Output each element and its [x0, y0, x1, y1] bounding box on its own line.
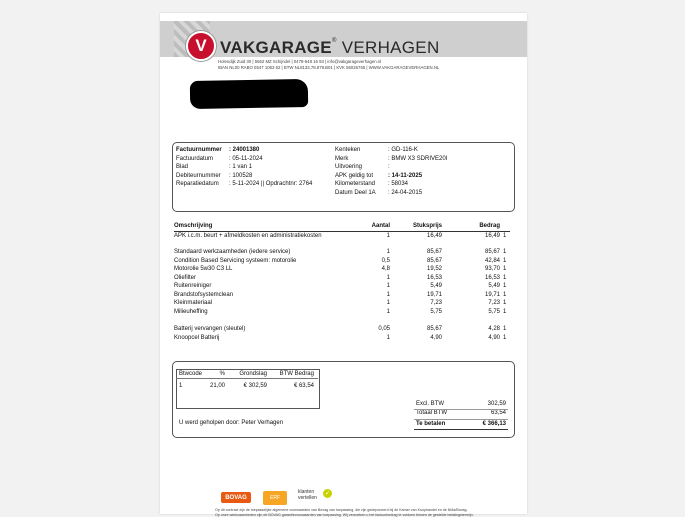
- line-item-vat-code: 1: [503, 292, 507, 298]
- line-item-amount: 5,75: [488, 309, 500, 315]
- erf-logo: ERF: [263, 491, 287, 505]
- footer-text-1: Op dit contract zijn de toepasselijke algemene voorwaarden van Bovag van toepassing, die zijn gedeponeerd bij de Kamer van Koophandel en de NMa/Bovag.: [215, 508, 468, 512]
- total-label: Totaal BTW: [416, 410, 448, 416]
- line-item-description: Milieuheffing: [174, 309, 208, 315]
- vat-value: € 63,54: [293, 383, 314, 389]
- vakgarage-logo-icon: V: [186, 31, 216, 61]
- info-value: : 1 van 1: [229, 164, 253, 171]
- info-label: Debiteurnummer: [176, 172, 221, 179]
- line-item-amount: 93,70: [484, 266, 500, 272]
- line-item-vat-code: 1: [503, 266, 507, 272]
- line-item-description: Brandstofsystemclean: [174, 292, 234, 298]
- totals-divider: [414, 409, 508, 410]
- info-value: : 100528: [229, 172, 253, 179]
- redacted-customer-address: [190, 79, 308, 109]
- line-item-description: Ruitenreiniger: [174, 283, 212, 289]
- line-item-amount: 4,90: [488, 335, 500, 341]
- line-item-vat-code: 1: [503, 300, 507, 306]
- info-label: Blad: [176, 164, 189, 171]
- check-icon: ✓: [324, 491, 331, 497]
- vat-header: BTW Bedrag: [279, 371, 314, 377]
- vat-header: %: [219, 371, 225, 377]
- line-item-amount: 42,84: [484, 258, 500, 264]
- line-item-unit-price: 19,52: [426, 266, 442, 272]
- line-item-unit-price: 19,71: [426, 292, 442, 298]
- line-item-vat-code: 1: [503, 326, 507, 332]
- vehicle-label: Kilometerstand: [335, 181, 376, 188]
- line-item-quantity: 1: [386, 233, 390, 239]
- vat-header: Grondslag: [239, 371, 267, 377]
- vehicle-value: : 58034: [388, 181, 409, 188]
- line-item-quantity: 1: [386, 283, 390, 289]
- line-item-description: Motorolie 5w30 C3 LL: [174, 266, 233, 272]
- vehicle-label: Datum Deel 1A: [335, 190, 376, 196]
- info-value: : 24001380: [229, 147, 260, 153]
- header-divider: [174, 231, 510, 232]
- vehicle-label: Kenteken: [335, 147, 361, 153]
- brand-name: VAKGARAGE® VERHAGEN: [220, 38, 440, 57]
- vehicle-label: Uitvoering: [335, 164, 363, 171]
- line-item-unit-price: 5,75: [430, 309, 442, 315]
- line-item-unit-price: 85,67: [426, 326, 442, 332]
- line-item-vat-code: 1: [503, 233, 507, 239]
- line-item-amount: 16,49: [484, 233, 500, 239]
- invoice-sheet: [160, 13, 527, 517]
- info-label: Reparatiedatum: [176, 181, 219, 188]
- info-label: Factuurdatum: [176, 155, 214, 162]
- total-value: 302,59: [487, 401, 506, 407]
- line-item-amount: 4,28: [488, 326, 500, 332]
- line-item-quantity: 1: [386, 275, 390, 281]
- info-label: Factuurnummer: [176, 147, 222, 153]
- totals-divider: [414, 429, 508, 430]
- vehicle-value: : 24-04-2015: [388, 190, 423, 196]
- line-item-description: Oliefilter: [174, 275, 197, 281]
- line-item-amount: 85,67: [484, 249, 500, 255]
- vehicle-value: : BMW X3 SDRIVE20I: [388, 155, 448, 162]
- header-band: [160, 21, 527, 57]
- line-item-unit-price: 7,23: [430, 300, 442, 306]
- line-item-description: Batterij vervangen (sleutel): [174, 326, 246, 332]
- vat-divider: [176, 378, 318, 379]
- info-value: : 5-11-2024 || Opdrachtnr: 2764: [229, 181, 313, 188]
- line-item-description: Standaard werkzaamheden (iedere service): [174, 249, 291, 255]
- line-item-amount: 19,71: [484, 292, 500, 298]
- address-line-2: IBAN NL00 RABO 0547 1063 62 | BTW NL8133.78.879.B01 | KVK 56026765 | WWW.VAKGARAGEVERHAGEN.NL: [218, 65, 440, 70]
- vehicle-label: APK geldig tot: [335, 172, 374, 179]
- info-value: : 05-11-2024: [229, 155, 263, 162]
- vat-value: € 302,59: [243, 383, 267, 389]
- vehicle-value: : GD-116-K: [388, 147, 418, 153]
- line-item-description: Knoopcel Batterij: [174, 335, 220, 341]
- line-item-unit-price: 5,49: [430, 283, 442, 289]
- footer-text-2: Op onze werkzaamheden zijn de BOVAG garantievoorwaarden van toepassing. Wij verzoeken u het factuurbedrag te voldoen binnen de gestelde betalingstermijn.: [215, 513, 474, 517]
- total-label: Excl. BTW: [416, 401, 444, 407]
- line-item-quantity: 1: [386, 309, 390, 315]
- line-item-quantity: 0,05: [378, 326, 390, 332]
- line-item-description: Kleinmateriaal: [174, 300, 213, 306]
- line-item-amount: 5,49: [488, 283, 500, 289]
- line-item-amount: 16,53: [484, 275, 500, 281]
- line-item-unit-price: 4,90: [430, 335, 442, 341]
- total-label: Te betalen: [416, 421, 446, 427]
- line-item-quantity: 1: [386, 292, 390, 298]
- line-item-quantity: 0,5: [381, 258, 390, 264]
- line-item-vat-code: 1: [503, 309, 507, 315]
- vat-header: Btwcode: [179, 371, 203, 377]
- line-item-quantity: 1: [386, 300, 390, 306]
- bovag-logo: BOVAG: [221, 492, 251, 503]
- line-item-vat-code: 1: [503, 275, 507, 281]
- address-line-1: Holendijk Zuid 30 | 5562 MZ Schijndel | 0478-548 16 93 | info@vakgarageverhagen.nl: [218, 59, 382, 64]
- vehicle-value: :: [388, 164, 390, 171]
- line-item-unit-price: 85,67: [426, 258, 442, 264]
- helped-by-text: U werd geholpen door: Peter Verhagen: [179, 420, 284, 426]
- column-header-amount: Bedrag: [479, 223, 500, 229]
- line-item-vat-code: 1: [503, 249, 507, 255]
- column-header-description: Omschrijving: [174, 223, 213, 229]
- line-item-quantity: 1: [386, 335, 390, 341]
- totals-divider: [414, 419, 508, 420]
- total-value: 63,54: [490, 410, 506, 416]
- line-item-description: APK i.c.m. beurt + afmeldkosten en administratiekosten: [174, 233, 322, 239]
- line-item-description: Condition Based Servicing systeem: motorolie: [174, 258, 297, 264]
- vehicle-label: Merk: [335, 155, 349, 162]
- vat-value: 1: [179, 383, 183, 389]
- line-item-unit-price: 16,53: [426, 275, 442, 281]
- line-item-quantity: 1: [386, 249, 390, 255]
- column-header-unit-price: Stuksprijs: [412, 223, 442, 229]
- column-header-quantity: Aantal: [371, 223, 390, 229]
- line-item-unit-price: 85,67: [426, 249, 442, 255]
- line-item-amount: 7,23: [488, 300, 500, 306]
- line-item-unit-price: 16,49: [426, 233, 442, 239]
- line-item-quantity: 4,8: [381, 266, 390, 272]
- line-item-vat-code: 1: [503, 335, 507, 341]
- line-item-vat-code: 1: [503, 258, 507, 264]
- line-item-vat-code: 1: [503, 283, 507, 289]
- vehicle-value: : 14-11-2025: [388, 172, 423, 179]
- vat-value: 21,00: [209, 383, 225, 389]
- total-value: € 366,13: [482, 421, 506, 427]
- klanten-vertellen-logo: klanten vertellen: [298, 489, 317, 501]
